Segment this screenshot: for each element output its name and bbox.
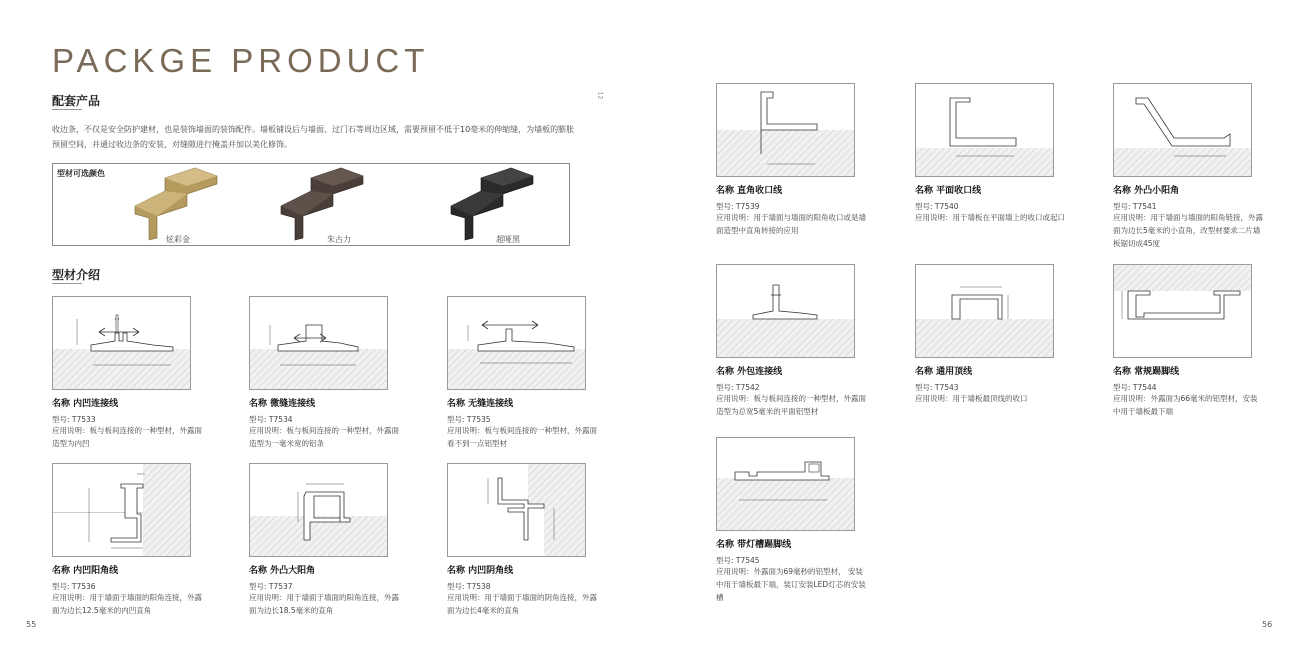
page-number-right: 56 xyxy=(1262,620,1273,629)
product-name: 名称 通用顶线 xyxy=(915,367,973,377)
product-model: 型号: T7534 xyxy=(249,415,293,424)
matte-black-profile-swatch xyxy=(441,166,541,244)
profile-drawing xyxy=(447,463,586,557)
profile-drawing xyxy=(716,437,855,531)
product-name: 名称 内凹阴角线 xyxy=(447,566,514,576)
product-model: 型号: T7543 xyxy=(915,383,959,392)
product-model: 型号: T7537 xyxy=(249,582,293,591)
product-desc: 应用说明：板与板间连接的一种型材，外露面造型为总宽5毫米的平面铝型材 xyxy=(716,394,866,416)
profile-drawing xyxy=(249,463,388,557)
product-name: 名称 内凹连接线 xyxy=(52,399,119,409)
section-accessories-heading: 配套产品 xyxy=(52,94,101,108)
product-name: 名称 外包连接线 xyxy=(716,367,783,377)
product-model: 型号: T7538 xyxy=(447,582,491,591)
page-number-left: 55 xyxy=(26,620,37,629)
product-model: 型号: T7533 xyxy=(52,415,96,424)
product-desc: 应用说明：用于墙板在平面墙上的收口或起口 xyxy=(915,213,1065,222)
product-desc: 应用说明：用于墙面于墙面的阴角连接，外露面为边长4毫米的直角 xyxy=(447,593,597,615)
profile-drawing xyxy=(915,83,1054,177)
color-label-gold: 炫彩金 xyxy=(166,235,190,244)
product-model: 型号: T7535 xyxy=(447,415,491,424)
profile-drawing xyxy=(52,463,191,557)
product-desc: 应用说明：用于墙板最顶线的收口 xyxy=(915,394,1028,403)
product-desc: 应用说明：板与板间连接的一种型材，外露面造型为一毫米宽的铝条 xyxy=(249,426,399,448)
product-name: 名称 微缝连接线 xyxy=(249,399,316,409)
product-model: 型号: T7541 xyxy=(1113,202,1157,211)
color-label-chocolate: 朱古力 xyxy=(327,235,351,244)
product-model: 型号: T7544 xyxy=(1113,383,1157,392)
color-label-black: 超哑黑 xyxy=(496,235,520,244)
profile-drawing xyxy=(1113,264,1252,358)
gold-profile-swatch xyxy=(125,166,225,244)
product-name: 名称 带灯槽踢脚线 xyxy=(716,540,792,550)
product-name: 名称 常规踢脚线 xyxy=(1113,367,1180,377)
profile-drawing xyxy=(52,296,191,390)
side-mark: 12 xyxy=(596,91,604,100)
product-name: 名称 平面收口线 xyxy=(915,186,982,196)
product-model: 型号: T7542 xyxy=(716,383,760,392)
product-model: 型号: T7540 xyxy=(915,202,959,211)
color-options-box xyxy=(52,163,570,246)
profile-drawing xyxy=(249,296,388,390)
product-desc: 应用说明：外露面为69毫秒的铝型材， 安装中用于墙板最下端，装订安装LED灯芯的安装槽 xyxy=(716,567,866,602)
section-profiles-heading: 型材介绍 xyxy=(52,268,101,282)
product-name: 名称 内凹阳角线 xyxy=(52,566,119,576)
product-desc: 应用说明：外露面为66毫米的铝型材，安装中用于墙板最下端 xyxy=(1113,394,1258,416)
product-desc: 应用说明：板与板间连接的一种型材，外露面看不到一点铝型材 xyxy=(447,426,597,448)
product-model: 型号: T7536 xyxy=(52,582,96,591)
product-name: 名称 无缝连接线 xyxy=(447,399,514,409)
product-name: 名称 外凸小阳角 xyxy=(1113,186,1180,196)
profile-drawing xyxy=(915,264,1054,358)
product-desc: 应用说明：板与板间连接的一种型材，外露面造型为内凹 xyxy=(52,426,202,448)
product-desc: 应用说明：用于墙面与墙面的阳角链接，外露面为边长5毫米的小直角，改型材要求二片墙板锯切成45度 xyxy=(1113,213,1263,248)
product-desc: 应用说明：用于墙面与墙面的阳角收口或是墙面造型中直角转接的应用 xyxy=(716,213,866,235)
product-desc: 应用说明：用于墙面于墙面的阳角连接，外露面为边长12.5毫米的内凹直角 xyxy=(52,593,202,615)
product-desc: 应用说明：用于墙面于墙面的阳角连接，外露面为边长18.5毫米的直角 xyxy=(249,593,399,615)
color-options-caption: 型材可选颜色 xyxy=(57,169,105,178)
chocolate-profile-swatch xyxy=(271,166,371,244)
intro-paragraph: 收边条，不仅是安全防护建材，也是装饰墙面的装饰配件。墙板铺设后与墙面、过门石等周边区域，需要预留不低于10毫米的伸缩缝，为墙板的膨胀预留空间，并通过收边条的安装，对缝隙进行掩盖并加以美化修饰。 xyxy=(52,125,575,149)
profile-drawing xyxy=(716,83,855,177)
product-model: 型号: T7545 xyxy=(716,556,760,565)
product-name: 名称 直角收口线 xyxy=(716,186,783,196)
section-divider xyxy=(52,283,82,284)
profile-drawing xyxy=(716,264,855,358)
page-title: PACKGE PRODUCT xyxy=(52,42,430,79)
profile-drawing xyxy=(447,296,586,390)
product-model: 型号: T7539 xyxy=(716,202,760,211)
profile-drawing xyxy=(1113,83,1252,177)
product-name: 名称 外凸大阳角 xyxy=(249,566,316,576)
section-divider xyxy=(52,109,82,110)
